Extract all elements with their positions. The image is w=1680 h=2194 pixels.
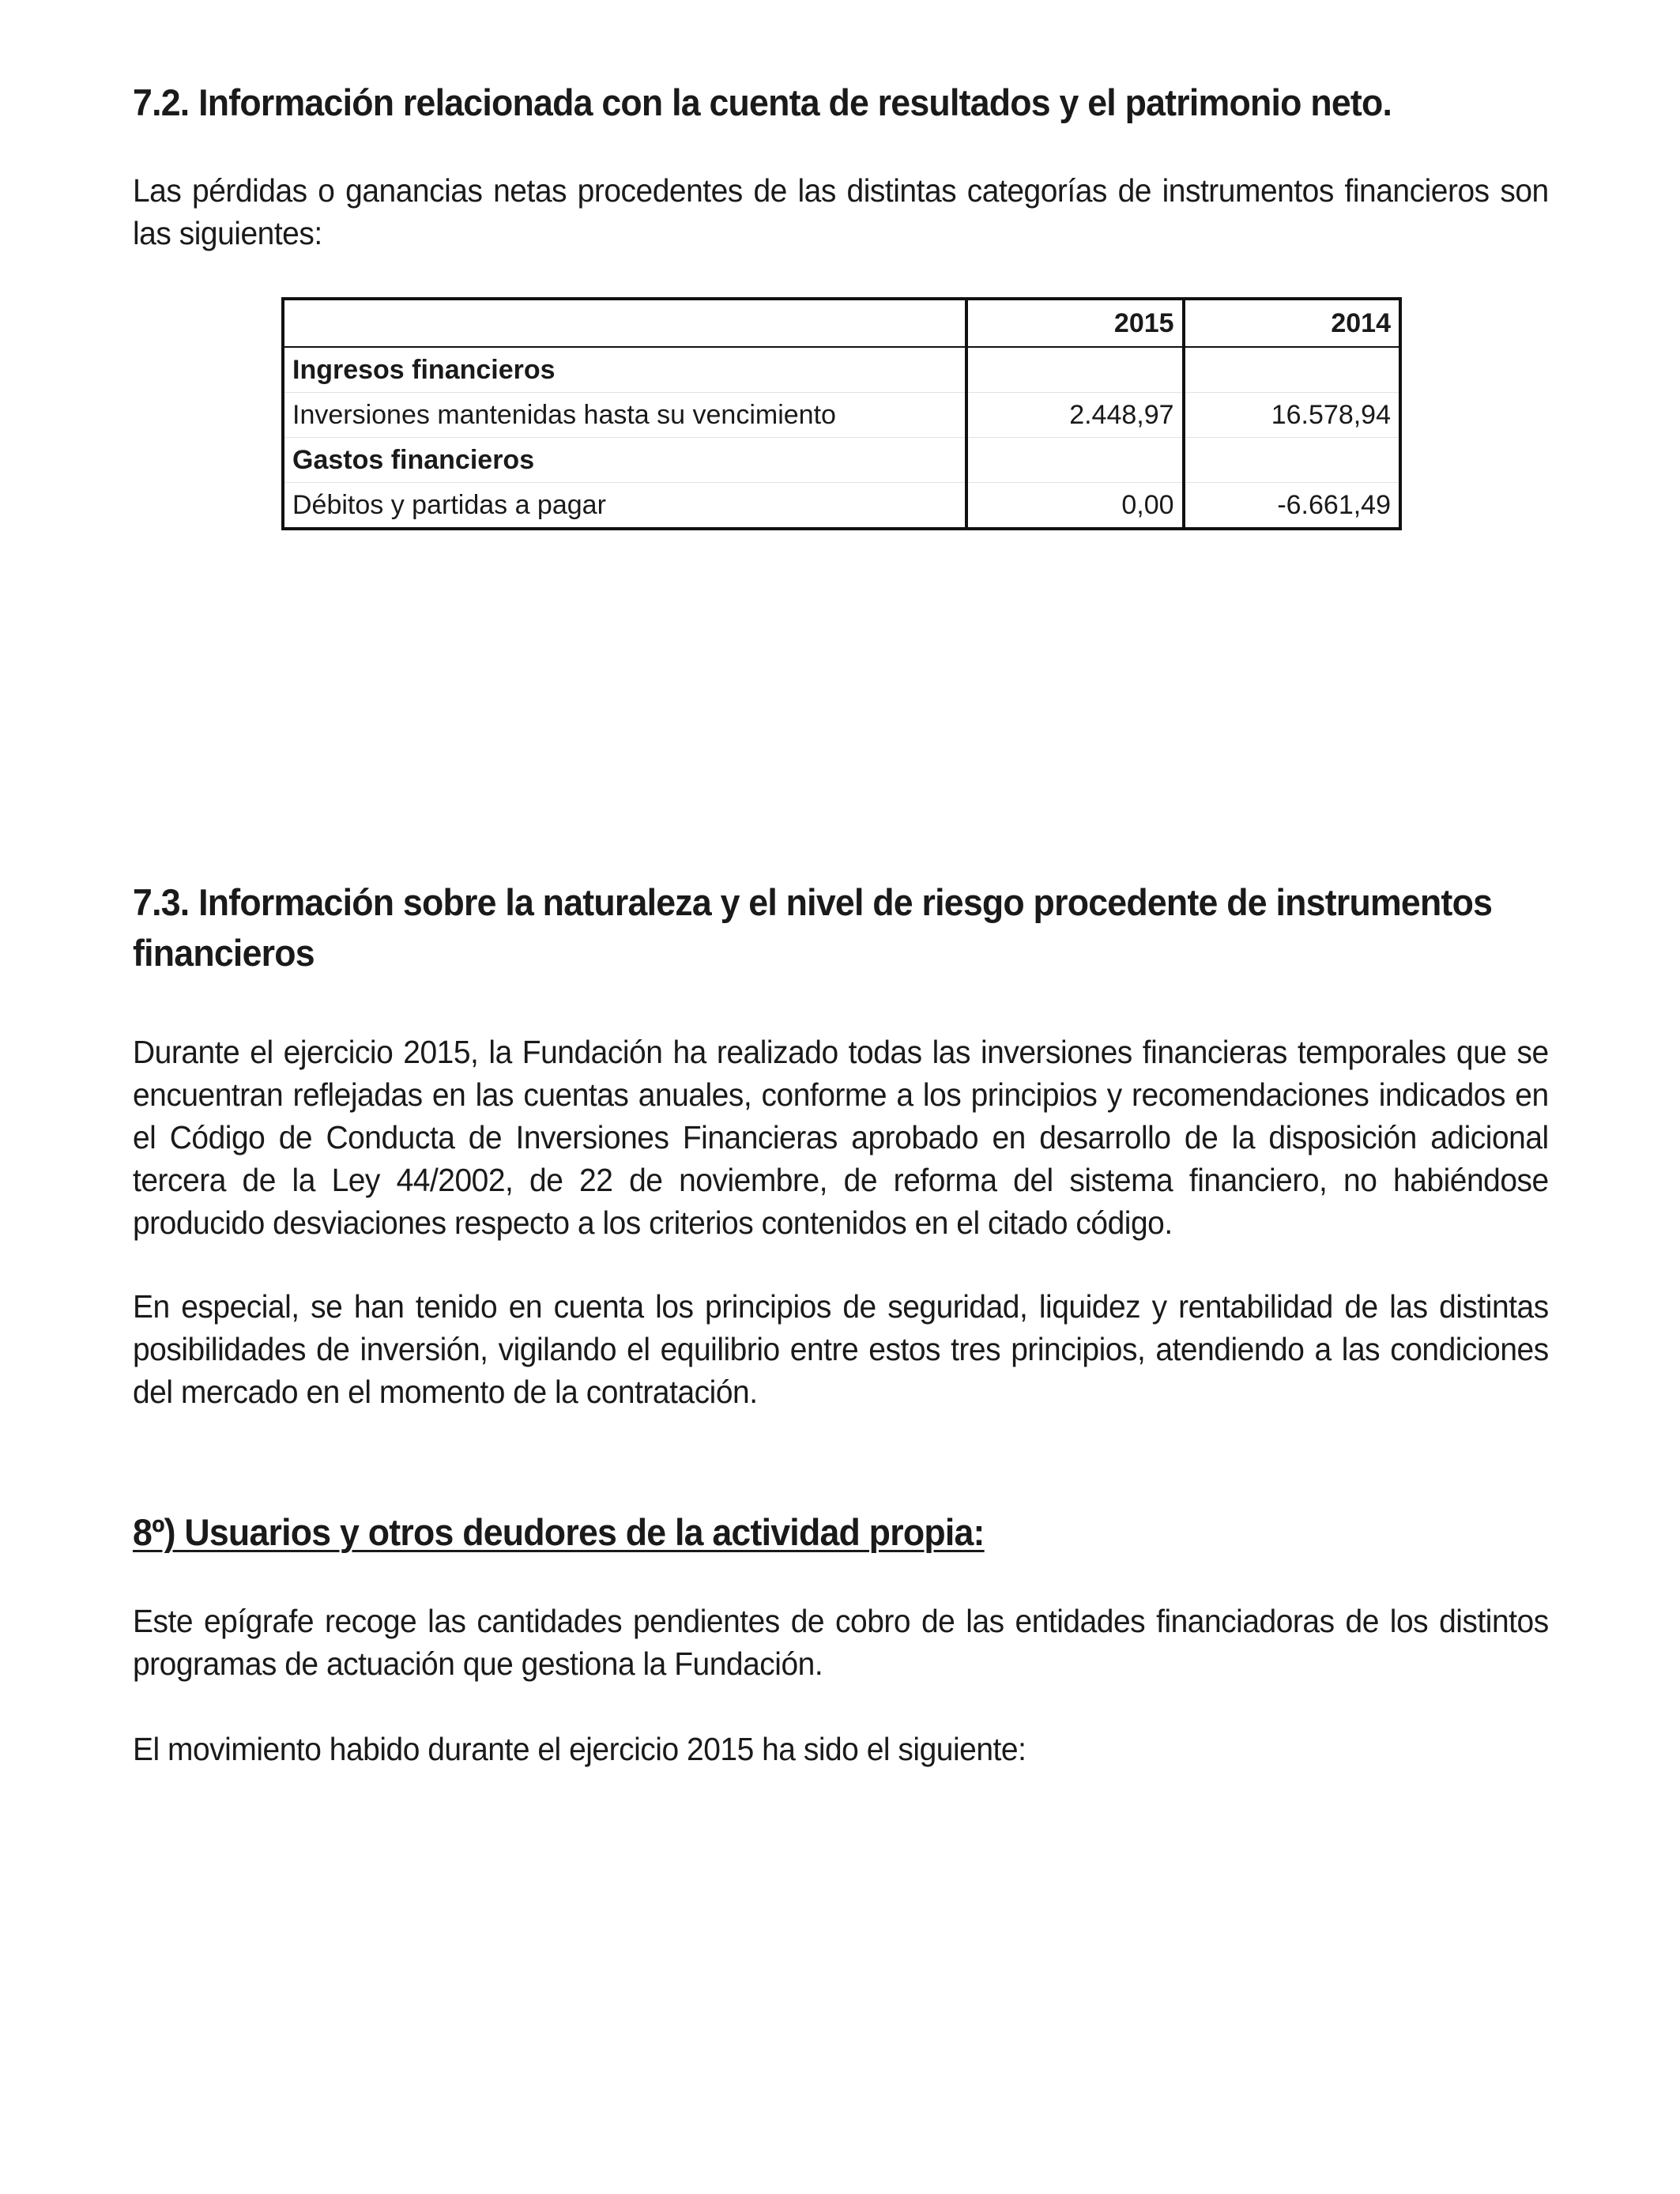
row-value-2014: 16.578,94 [1184, 393, 1400, 438]
section-8-paragraph-1: Este epígrafe recoge las cantidades pendientes de cobro de las entidades financiadoras de los distintos programas de actuación que gestiona la Fundación. [133, 1603, 1549, 1682]
section-7-2-heading: 7.2. Información relacionada con la cuenta de resultados y el patrimonio neto. [133, 81, 1392, 123]
section-8-heading: 8º) Usuarios y otros deudores de la actividad propia: [133, 1511, 985, 1553]
row-value-2014 [1184, 347, 1400, 393]
row-value-2015 [966, 347, 1183, 393]
table-header-2014: 2014 [1184, 299, 1400, 347]
row-label: Débitos y partidas a pagar [283, 483, 966, 530]
section-7-3-paragraph-2: En especial, se han tenido en cuenta los principios de seguridad, liquidez y rentabilidad de las distintas posibilidades de inversión, vigilando el equilibrio entre estos tres principios, atendiendo a las condiciones del mercado en el momento de la contratación. [133, 1288, 1549, 1410]
section-7-3-heading: 7.3. Información sobre la naturaleza y el nivel de riesgo procedente de instrumentos financieros [133, 881, 1493, 974]
table-row [283, 393, 1400, 438]
row-value-2014: -6.661,49 [1277, 489, 1391, 520]
row-label: Ingresos financieros [283, 347, 966, 393]
row-label: Inversiones mantenidas hasta su vencimiento [283, 393, 966, 438]
section-8-paragraph-2: El movimiento habido durante el ejercicio 2015 ha sido el siguiente: [133, 1731, 1026, 1767]
section-7-2-intro: Las pérdidas o ganancias netas procedentes de las distintas categorías de instrumentos financieros son las siguientes: [133, 172, 1549, 251]
row-value-2014 [1184, 438, 1400, 483]
table-row [283, 483, 1400, 530]
financial-results-table [281, 297, 1402, 530]
section-7-3-paragraph-1: Durante el ejercicio 2015, la Fundación ha realizado todas las inversiones financieras temporales que se encuentran reflejadas en las cuentas anuales, conforme a los principios y recomendaciones indicados en el Código de Conducta de Inversiones Financieras aprobado en desarrollo de la disposición adicional tercera de la Ley 44/2002, de 22 de noviembre, de reforma del sistema financiero, no habiéndose producido desviaciones respecto a los criterios contenidos en el citado código. [133, 1034, 1549, 1241]
table-header-2015: 2015 [966, 299, 1183, 347]
row-value-2015: 2.448,97 [966, 393, 1183, 438]
row-label: Gastos financieros [283, 438, 966, 483]
table-row [283, 438, 1400, 483]
row-value-2015 [966, 438, 1183, 483]
table-row [283, 347, 1400, 393]
table-header-label [283, 299, 966, 347]
table-header-row [283, 299, 1400, 347]
row-value-2015: 0,00 [966, 483, 1183, 530]
